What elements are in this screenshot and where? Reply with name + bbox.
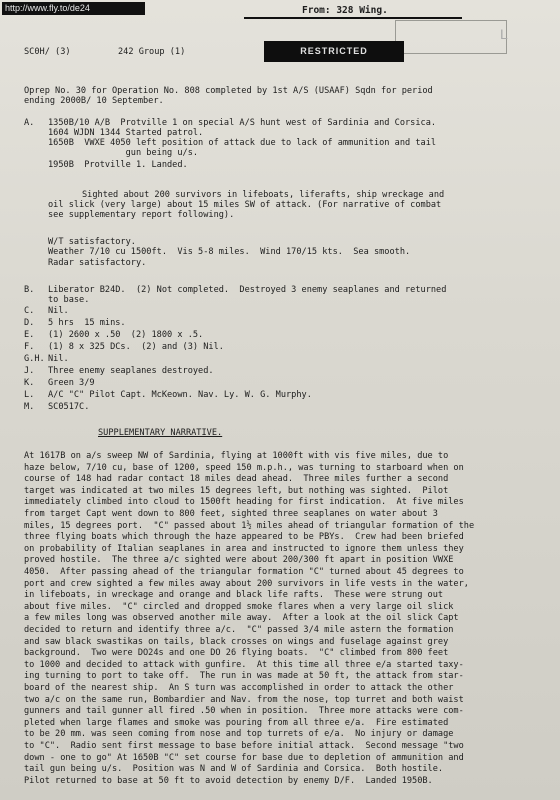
narrative-line: port and crew sighted a few miles away about 200 survivors in life vests in the water, xyxy=(24,578,469,589)
item-letter: F. xyxy=(24,342,35,352)
section-a-letter: A. xyxy=(24,118,35,128)
narrative-line: At 1617B on a/s sweep NW of Sardinia, flying at 1000ft with vis five miles, due to xyxy=(24,451,449,461)
section-a-line: 1650B VWXE 4050 left position of attack due to lack of ammunition and tail xyxy=(48,138,437,148)
narrative-line: tail gun being u/s. Position was N and W of Sardinia and Corsica. Both hostile. xyxy=(24,764,444,775)
stamp-mark: L xyxy=(500,26,508,42)
item-letter: L. xyxy=(24,390,35,400)
narrative-line: from target Capt went down to 800 feet, sighted three seaplanes on water about 3 xyxy=(24,509,438,519)
narrative-line: on probability of Italian seaplanes in area and instructed to ignore them unless they xyxy=(24,543,464,554)
source-url: http://www.fly.to/de24 xyxy=(2,2,145,15)
supplementary-title: SUPPLEMENTARY NARRATIVE. xyxy=(98,428,223,438)
weather-line: Radar satisfactory. xyxy=(48,258,147,268)
classification-box xyxy=(395,20,507,54)
item-letter: C. xyxy=(24,306,35,316)
narrative-line: down - one to go" At 1650B "C" set course for base due to depletion of ammunition and xyxy=(24,752,464,763)
item-text: Nil. xyxy=(48,354,69,364)
ref-left: SC0H/ (3) xyxy=(24,47,71,57)
item-letter: J. xyxy=(24,366,35,376)
narrative-line: miles, 15 degrees port. "C" passed about 1½ miles ahead of triangular formation of the xyxy=(24,520,475,531)
section-a-line: 1604 WJDN 1344 Started patrol. xyxy=(48,128,204,138)
survivors-para: Sighted about 200 survivors in lifeboats, liferafts, ship wreckage and xyxy=(82,190,445,200)
item-text: (1) 2600 x .50 (2) 1800 x .5. xyxy=(48,330,204,340)
item-letter: G.H. xyxy=(24,354,45,364)
narrative-line: proved hostile. The three a/c sighted were about 200/300 ft apart in position VWXE xyxy=(24,555,454,566)
survivors-para: oil slick (very large) about 15 miles SW of attack. (For narrative of combat xyxy=(48,200,442,210)
section-a-line: 1350B/10 A/B Protville 1 on special A/S hunt west of Sardinia and Corsica. xyxy=(48,118,437,128)
narrative-line: about five miles. "C" circled and dropped smoke flares when a very large oil slick xyxy=(24,601,454,612)
narrative-line: gunners and tail gunner all fired .50 when in position. Three more attacks were com- xyxy=(24,706,464,717)
narrative-line: pleted when large flames and smoke was pouring from all three e/a. Fire estimated xyxy=(24,717,449,728)
header-rule xyxy=(244,17,462,19)
restricted-stamp: RESTRICTED xyxy=(264,41,404,62)
narrative-line: to be 20 mm. was seen coming from nose and top turrets of e/a. No injury or damage xyxy=(24,729,454,740)
narrative-line: ing turning to port to take off. The run in was made at 50 ft, the attack from star- xyxy=(24,671,464,682)
section-a-line: 1950B Protville 1. Landed. xyxy=(48,160,188,170)
item-letter: M. xyxy=(24,402,35,412)
narrative-line: background. Two were DO24s and one DO 26 flying boats. "C" climbed from 800 feet xyxy=(24,648,449,659)
item-letter: K. xyxy=(24,378,35,388)
narrative-line: in lifeboats, in wreckage and orange and black life rafts. These were strung out xyxy=(24,590,444,601)
item-text: A/C "C" Pilot Capt. McKeown. Nav. Ly. W. G. Murphy. xyxy=(48,390,312,400)
item-letter: B. xyxy=(24,285,35,295)
item-text: Nil. xyxy=(48,306,69,316)
narrative-line: immediately climbed into cloud to 1500ft heading for first indication. At five miles xyxy=(24,497,464,508)
item-text: Three enemy seaplanes destroyed. xyxy=(48,366,214,376)
item-text: to base. xyxy=(48,295,90,305)
weather-line: Weather 7/10 cu 1500ft. Vis 5-8 miles. Wind 170/15 kts. Sea smooth. xyxy=(48,247,411,257)
narrative-line: Pilot returned to base at 50 ft to avoid detection by enemy D/F. Landed 1950B. xyxy=(24,775,433,786)
item-text: 5 hrs 15 mins. xyxy=(48,318,126,328)
item-letter: D. xyxy=(24,318,35,328)
weather-line: W/T satisfactory. xyxy=(48,237,136,247)
narrative-line: target was indicated at two miles 15 degrees left, but nothing was sighted. Pilot xyxy=(24,485,449,496)
narrative-line: haze below, 7/10 cu, base of 1200, speed 150 m.p.h., was turning to starboard when on xyxy=(24,462,464,473)
item-text: (1) 8 x 325 DCs. (2) and (3) Nil. xyxy=(48,342,224,352)
narrative-line: and saw black swastikas on tails, black crosses on wings and fuselage against grey xyxy=(24,636,449,647)
narrative-line: to "C". Radio sent first message to base before initial attack. Second message "two xyxy=(24,741,464,751)
intro-line: ending 2000B/ 10 September. xyxy=(24,96,164,106)
narrative-line: to 1000 and decided to attack with gunfire. At this time all three e/a started taxy- xyxy=(24,659,464,670)
item-text: SC0517C. xyxy=(48,402,90,412)
narrative-line: two a/c on the same run, Bombardier and Nav. from the nose, top turret and both waist xyxy=(24,694,464,705)
narrative-line: a few miles long was observed another mile away. After a look at the oil slick Capt xyxy=(24,613,459,624)
narrative-line: three flying boats which through the haze appeared to be PBYs. Crew had been briefed xyxy=(24,532,464,543)
item-text: Liberator B24D. (2) Not completed. Destroyed 3 enemy seaplanes and returned xyxy=(48,285,447,295)
narrative-line: decided to return and identify three a/c. "C" passed 3/4 mile astern the formation xyxy=(24,625,454,635)
item-letter: E. xyxy=(24,330,35,340)
section-a-line: gun being u/s. xyxy=(48,148,199,158)
narrative-line: course of 148 had radar contact 18 miles dead ahead. Three miles further a second xyxy=(24,474,449,485)
narrative-line: board of the nearest ship. An S turn was accomplished in order to attack the other xyxy=(24,683,454,693)
from-line: From: 328 Wing. xyxy=(302,5,388,16)
survivors-para: see supplementary report following). xyxy=(48,210,235,220)
narrative-line: 4050. After passing ahead of the triangular formation "C" turned about 45 degrees to xyxy=(24,567,464,577)
ref-group: 242 Group (1) xyxy=(118,47,186,57)
intro-line: Oprep No. 30 for Operation No. 808 completed by 1st A/S (USAAF) Sqdn for period xyxy=(24,86,433,96)
item-text: Green 3/9 xyxy=(48,378,95,388)
